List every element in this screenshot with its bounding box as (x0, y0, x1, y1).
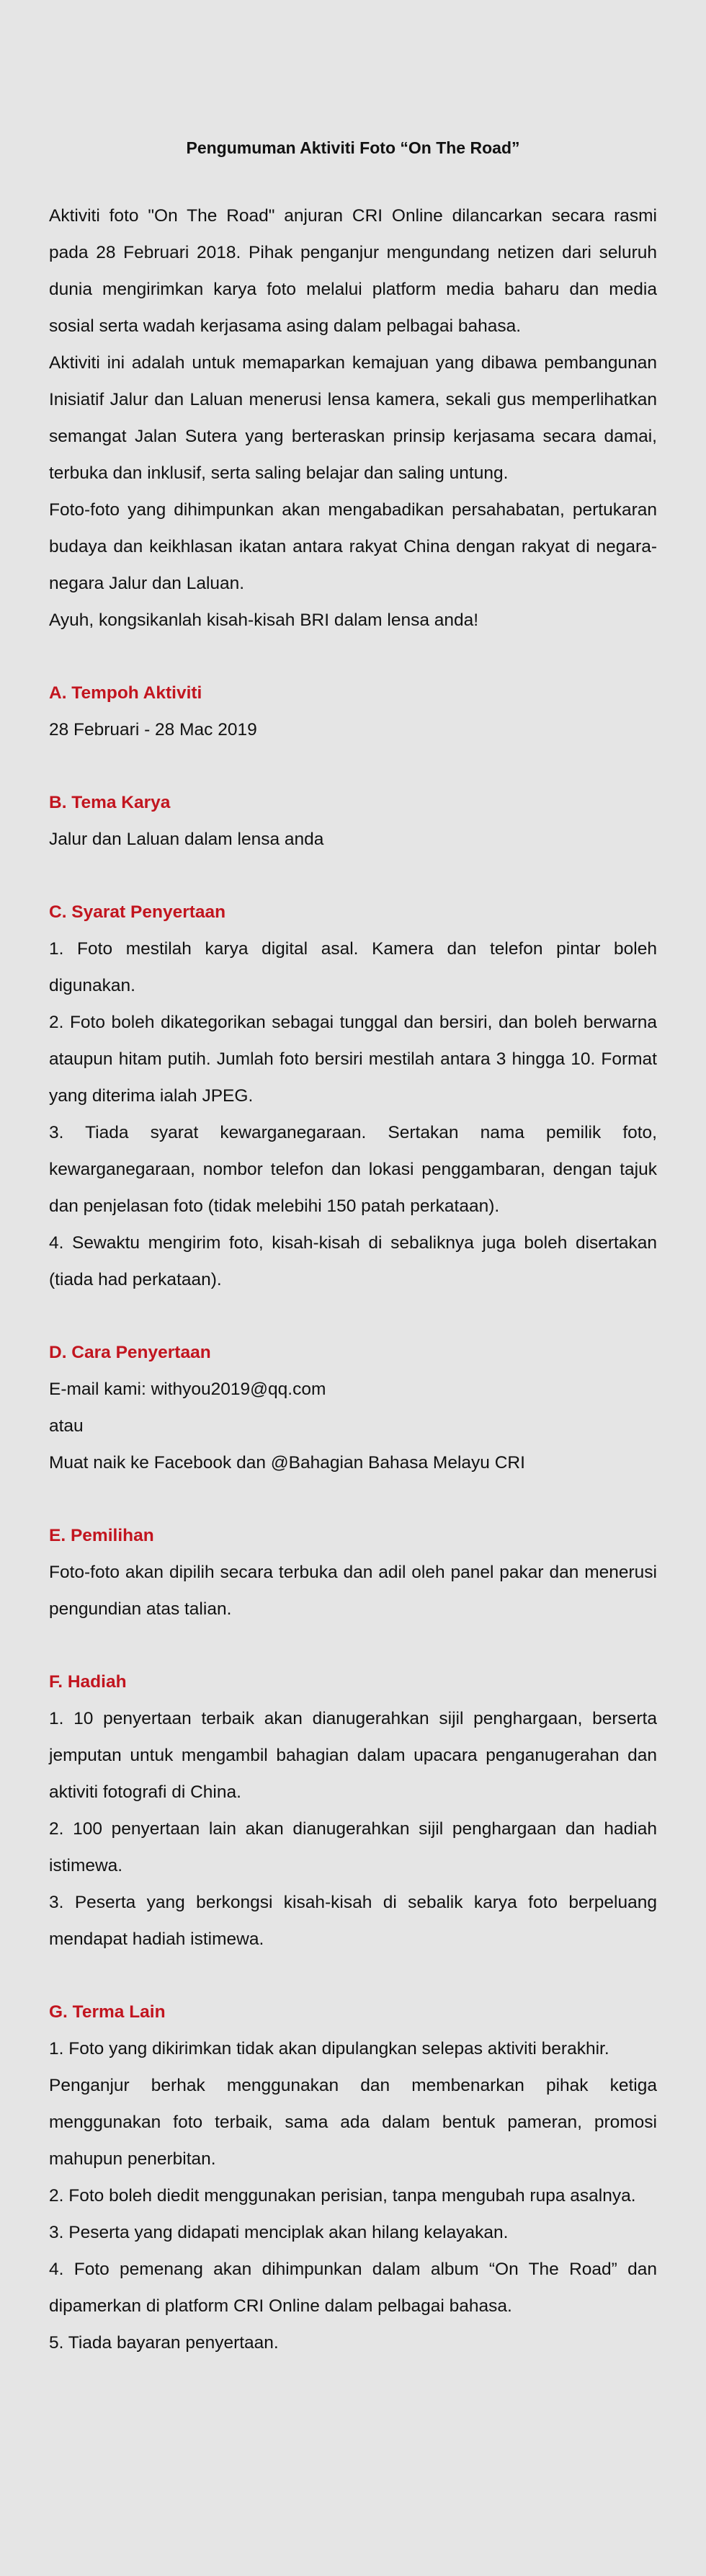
section-heading: B. Tema Karya (49, 793, 171, 812)
section-syarat-penyertaan (49, 894, 657, 1298)
section-tempoh-aktiviti (49, 675, 657, 748)
list-item: 2. Foto boleh diedit menggunakan perisian, tanpa mengubah rupa asalnya. (49, 2186, 636, 2206)
list-item: 3. Tiada syarat kewarganegaraan. Sertakan nama pemilik foto, kewarganegaraan, nombor telefon dan lokasi penggambaran, dengan tajuk dan penjelasan foto (tidak melebihi 150 patah perkataan). (49, 1123, 657, 1216)
section-text: atau (49, 1416, 84, 1436)
section-heading: G. Terma Lain (49, 2002, 166, 2022)
list-item: 1. 10 penyertaan terbaik akan dianugerahkan sijil penghargaan, berserta jemputan untuk mengambil bahagian dalam upacara penganugerahan dan aktiviti fotografi di China. (49, 1709, 657, 1802)
list-item: 1. Foto mestilah karya digital asal. Kamera dan telefon pintar boleh digunakan. (49, 939, 657, 995)
list-item: 5. Tiada bayaran penyertaan. (49, 2333, 279, 2353)
list-item: 4. Sewaktu mengirim foto, kisah-kisah di sebaliknya juga boleh disertakan (tiada had perkataan). (49, 1233, 657, 1289)
list-item: 4. Foto pemenang akan dihimpunkan dalam album “On The Road” dan dipamerkan di platform CRI Online dalam pelbagai bahasa. (49, 2260, 657, 2316)
list-item: 3. Peserta yang didapati menciplak akan hilang kelayakan. (49, 2223, 509, 2242)
section-heading: E. Pemilihan (49, 1526, 154, 1545)
section-heading: A. Tempoh Aktiviti (49, 683, 202, 703)
section-hadiah (49, 1664, 657, 1958)
section-text: 28 Februari - 28 Mac 2019 (49, 720, 257, 740)
section-cara-penyertaan (49, 1334, 657, 1481)
intro-paragraph: Aktiviti foto "On The Road" anjuran CRI Online dilancarkan secara rasmi pada 28 Februari 2018. Pihak penganjur mengundang netizen dari seluruh dunia mengirimkan karya foto melalui platform media baharu dan media sosial serta wadah kerjasama asing dalam pelbagai bahasa. (49, 206, 657, 336)
intro-paragraph: Foto-foto yang dihimpunkan akan mengabadikan persahabatan, pertukaran budaya dan keikhlasan ikatan antara rakyat China dengan rakyat di negara-negara Jalur dan Laluan. (49, 500, 657, 593)
page-title: Pengumuman Aktiviti Foto “On The Road” (186, 138, 520, 157)
list-item: 2. 100 penyertaan lain akan dianugerahkan sijil penghargaan dan hadiah istimewa. (49, 1819, 657, 1875)
list-item: 1. Foto yang dikirimkan tidak akan dipulangkan selepas aktiviti berakhir. (49, 2039, 609, 2058)
section-heading: D. Cara Penyertaan (49, 1343, 211, 1362)
list-item: 3. Peserta yang berkongsi kisah-kisah di sebalik karya foto berpeluang mendapat hadiah istimewa. (49, 1893, 657, 1949)
section-text: Jalur dan Laluan dalam lensa anda (49, 830, 324, 849)
section-heading: F. Hadiah (49, 1672, 127, 1692)
section-tema-karya (49, 784, 657, 858)
section-terma-lain (49, 1994, 657, 2361)
intro-paragraph: Ayuh, kongsikanlah kisah-kisah BRI dalam lensa anda! (49, 610, 479, 630)
intro-paragraph: Aktiviti ini adalah untuk memaparkan kemajuan yang dibawa pembangunan Inisiatif Jalur dan Laluan menerusi lensa kamera, sekali gus memperlihatkan semangat Jalan Sutera yang berteraskan prinsip kerjasama secara damai, terbuka dan inklusif, serta saling belajar dan saling untung. (49, 353, 657, 483)
intro (49, 197, 657, 639)
facebook-instruction: Muat naik ke Facebook dan @Bahagian Bahasa Melayu CRI (49, 1453, 525, 1473)
section-heading: C. Syarat Penyertaan (49, 902, 226, 922)
list-item: Penganjur berhak menggunakan dan membenarkan pihak ketiga menggunakan foto terbaik, sama ada dalam bentuk pameran, promosi mahupun penerbitan. (49, 2076, 657, 2169)
section-pemilihan (49, 1517, 657, 1627)
section-text: Foto-foto akan dipilih secara terbuka dan adil oleh panel pakar dan menerusi pengundian atas talian. (49, 1563, 657, 1619)
list-item: 2. Foto boleh dikategorikan sebagai tunggal dan bersiri, dan boleh berwarna ataupun hitam putih. Jumlah foto bersiri mestilah antara 3 hingga 10. Format yang diterima ialah JPEG. (49, 1013, 657, 1106)
contact-email: E-mail kami: withyou2019@qq.com (49, 1380, 326, 1399)
